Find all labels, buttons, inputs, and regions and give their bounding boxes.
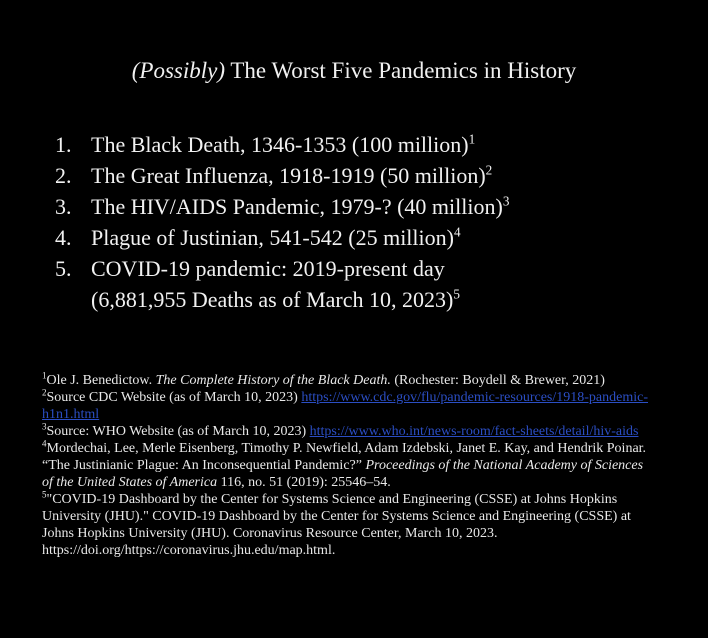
footnote-link-cdc[interactable]: https://www.cdc.gov/flu/pandemic-resources/1918-pandemic-h1n1.html: [42, 390, 649, 422]
item-label: COVID-19 pandemic: 2019-present day: [91, 256, 445, 281]
footnote-text: Source: WHO Website (as of March 10, 2023): [46, 424, 310, 439]
footnote-marker-3: 3: [42, 421, 47, 432]
item-text: [91, 160, 655, 191]
footnote-text: (Rochester: Boydell & Brewer, 2021): [390, 373, 605, 388]
footnote-marker-4: 4: [42, 438, 47, 449]
item-label-line2: (6,881,955 Deaths as of March 10, 2023): [91, 287, 454, 312]
footnote-2: [42, 389, 650, 423]
footnote-italic-journal: Proceedings of the National Academy of Sciences of the United States of America: [42, 458, 644, 490]
footnotes-section: [42, 372, 650, 559]
item-text: [91, 222, 655, 253]
footnote-italic-title: The Complete History of the Black Death.: [155, 373, 391, 388]
footnote-text: Mordechai, Lee, Merle Eisenberg, Timothy P. Newfield, Adam Izdebski, Janet E. Kay, and Hendrik Poinar. “The Justinianic Plague: An Inconsequential Pandemic?”: [42, 441, 647, 473]
slide-title: [0, 55, 708, 87]
item-number: 1.: [55, 132, 72, 157]
item-label: The Great Influenza, 1918-1919 (50 million): [91, 163, 486, 188]
item-number: 2.: [55, 163, 72, 188]
item-number: 3.: [55, 194, 72, 219]
footnote-ref-4: 4: [453, 224, 461, 240]
item-label: The HIV/AIDS Pandemic, 1979-? (40 million): [91, 194, 503, 219]
title-emphasis: (Possibly): [131, 58, 226, 83]
footnote-text: Ole J. Benedictow.: [46, 373, 156, 388]
item-text: [91, 191, 655, 222]
footnote-3: [42, 423, 650, 440]
item-label: Plague of Justinian, 541-542 (25 million): [91, 225, 454, 250]
footnote-marker-2: 2: [42, 387, 47, 398]
pandemic-list: [55, 129, 655, 315]
list-item-covid-19: [55, 253, 655, 315]
footnote-marker-5: 5: [42, 489, 47, 500]
item-number: 4.: [55, 225, 72, 250]
item-label: The Black Death, 1346-1353 (100 million): [91, 132, 469, 157]
list-item-justinian: [55, 222, 655, 253]
footnote-ref-5: 5: [453, 286, 460, 302]
item-text: [91, 253, 655, 315]
item-text: [91, 129, 655, 160]
footnote-ref-2: 2: [485, 162, 493, 178]
list-item-hiv-aids: [55, 191, 655, 222]
footnote-5: [42, 491, 650, 559]
list-item-black-death: [55, 129, 655, 160]
footnote-1: [42, 372, 650, 389]
item-number: 5.: [55, 256, 72, 281]
footnote-text: "COVID-19 Dashboard by the Center for Systems Science and Engineering (CSSE) at Johns Hopkins University (JHU)." COVID-19 Dashboard by the Center for Systems Science and Engineering (CSSE) at Johns Hopkins University (JHU). Coronavirus Resource Center, March 10, 2023. https://doi.org/https://coronavirus.jhu.edu/map.html.: [42, 492, 631, 558]
footnote-text: Source CDC Website (as of March 10, 2023): [46, 390, 302, 405]
footnote-ref-3: 3: [502, 193, 510, 209]
footnote-4: [42, 440, 650, 491]
title-rest: The Worst Five Pandemics in History: [225, 58, 577, 83]
footnote-link-who[interactable]: https://www.who.int/news-room/fact-sheets/detail/hiv-aids: [309, 424, 639, 439]
footnote-marker-1: 1: [42, 370, 47, 381]
list-item-great-influenza: [55, 160, 655, 191]
footnote-ref-1: 1: [468, 131, 476, 147]
footnote-text: 116, no. 51 (2019): 25546–54.: [217, 475, 391, 490]
